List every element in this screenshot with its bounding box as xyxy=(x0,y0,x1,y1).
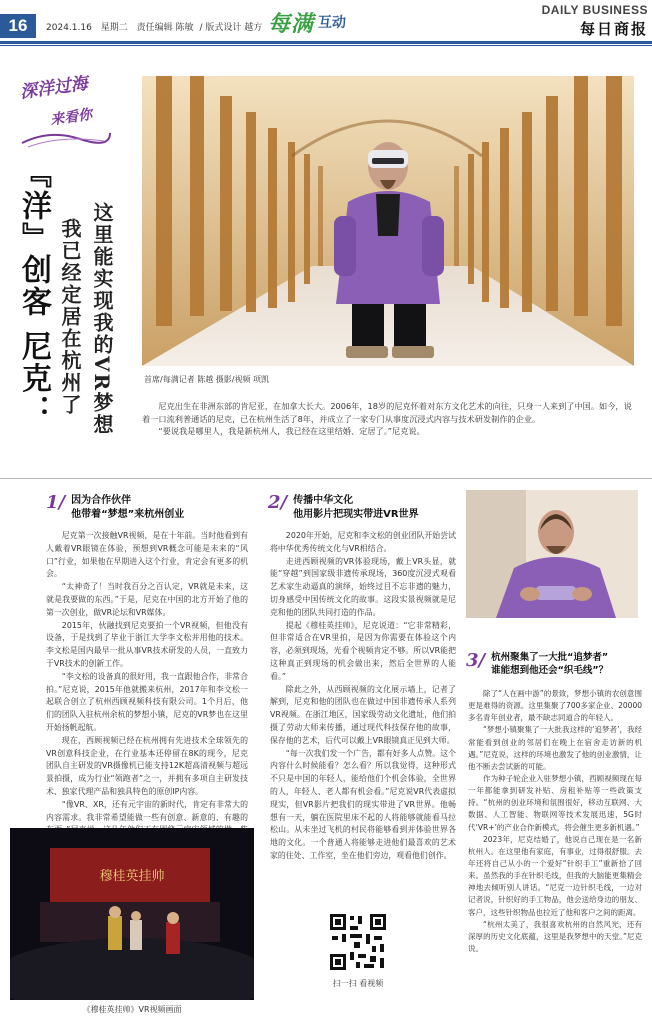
section-1-number: 1/ xyxy=(46,492,66,513)
paragraph: 2015年，伙融找到尼克要拍一个VR视频，但他没有设备，于是找到了毕业于浙江大学李文松并用他的技术。李文松是国内最早一批从事VR技术研发的人员，一直致力于VR技术的创新工作。 xyxy=(46,620,248,668)
section-divider xyxy=(0,478,652,479)
section-1-body xyxy=(46,530,248,850)
intro-paragraph: 尼克出生在非洲东部的肯尼亚，在加拿大长大。2006年，18岁的尼克怀着对东方文化艺术的向往，只身一人来到了中国。如今，说着一口流利普通话的尼克，已在杭州生活了8年，并成立了一家专门从事度沉浸式内容与技术研发制作的企业。 xyxy=(142,401,632,424)
qr-code[interactable] xyxy=(328,912,388,972)
hero-photo xyxy=(142,76,634,366)
header-meta: 2024.1.16 星期二 责任编辑 陈敏 / 版式设计 越方 xyxy=(46,23,263,33)
paragraph: 作为种子轮企业入驻梦想小镇，西顾视频现在每一年都能拿到研发补贴、房租补贴等一些政策支持。“杭州的创业环境和氛围很好，移动互联网、大数据、人工智能、物联网等技术发展迅速，5G时代‘VR+’的产业合作新模式，将会催生更多新机遇。” xyxy=(468,773,642,832)
paragraph: 除了“人在画中游”的景致，梦想小镇的农创意围更是难得的资源。这里集聚了700多家企业、20000多名青年创业者，最不缺志同道合的年轻人。 xyxy=(468,689,642,723)
paragraph: 尼克第一次接触VR视频，是在十年前。当时他看到有人戴着VR眼镜在体验，预想到VR概念可能是未来的“风口”行业，如果他在早期进入这个行业，肯定会有更多的机会。 xyxy=(46,531,248,579)
section-1-title xyxy=(46,494,184,521)
hero-caption: 首席/每满记者 陈越 摄影/视频 项凯 xyxy=(144,375,270,384)
editor-credit: 责任编辑 陈敏 xyxy=(136,23,194,33)
section-3-title xyxy=(466,652,608,678)
section-3-title-line2: 谁能想到他还会“织毛线”？ xyxy=(491,664,609,676)
paragraph: “梦想小镇聚集了一大批我这样的‘追梦者’，我经常能看到创业的邻居们在晚上在宿舍走访新的机遇。”尼克说，这样的环境也激发了他的创业激情，让他不断去尝试新的可能。 xyxy=(468,725,642,771)
paragraph: “太神奇了！当时我百分之百认定，VR就是未来，这就是我要做的东西。”于是，尼克在中国的北方开始了他的第一次创业，做VR论坛和VR媒体。 xyxy=(46,582,248,617)
stage-banner: 穆桂英挂帅 xyxy=(99,869,165,884)
header-rule xyxy=(0,41,652,44)
knitting-photo xyxy=(466,490,638,618)
paragraph: 2020年开始，尼克和李文松的创业团队开始尝试将中华优秀传统文化与VR相结合。 xyxy=(270,531,456,553)
paragraph: 除此之外，从西顾视频的文化展示墙上，记者了解到，尼克和他的团队也在做过中国非遗传承人系列VR视频。在浙江地区，国家级劳动文化遗址，他们拍摄了劳动大师来传播，通过现代科技保存他的故事，保存他的艺术，后代可以戴上VR眼镜真正见到大师。 xyxy=(270,684,456,745)
paragraph: 2023年，尼克结婚了，他说自己现在是一名新杭州人。在这里他有家庭，有事业，过得很舒服。去年还将自己从小的一个爱好“针织手工”重新拾了回来。虽然我的手在针织毛线，但我的大脑能更集精会神地去倾听别人讲话。“尼克一边针织毛线，一边对记者说，针织好的手工物品，他会送给身边的朋友、客户，这些针织物品也拉近了他和客户之间的距离。 xyxy=(468,834,642,917)
paragraph: “杭州太美了，我很喜欢杭州的自然风光，还有深厚的历史文化底蕴，这里是我梦想中的天堂。”尼克说。 xyxy=(468,919,642,953)
page-number: 16 xyxy=(0,14,36,38)
column-logo xyxy=(18,73,116,150)
section-1-title-line2: 他带着“梦想”来杭州创业 xyxy=(71,508,185,520)
issue-weekday: 星期二 xyxy=(100,23,128,33)
section-3-number: 3/ xyxy=(466,650,486,671)
section-3-title-line1: 杭州聚集了一大批“追梦者” xyxy=(491,652,609,663)
logo-suffix: 互动 xyxy=(318,15,347,31)
paragraph: 走进西顾视频的VR体验现场，戴上VR头显，就能“穿越”到国家级非遗传承现场，360度沉浸式观看艺术家生动逼真的演绎，始终过目不忘非遗的魅力，切身感受中国传统文化的故事。这段实景视频就是尼克和他的团队共同打造的作品。 xyxy=(270,556,456,617)
paragraph: 提起《穆桂英挂帅》，尼克说道：“它非常精彩，但非常适合在VR里拍，是因为你需要在体验这个内容，必须到现场，光看个视频肯定不够。所以VR能把这种真正到现场的机会做出来，然后全世界的人能看。” xyxy=(270,620,456,681)
section-logo xyxy=(268,2,346,42)
header-rule-thin xyxy=(0,45,652,46)
headline-main: 『洋』创客 尼克： xyxy=(16,158,51,427)
section-2-title-line2: 他用影片把现实带进VR世界 xyxy=(293,508,419,520)
issue-date: 2024.1.16 xyxy=(46,23,92,33)
headline-sub1: 这里能实现我的VR梦想 xyxy=(90,202,114,437)
column-logo-swash xyxy=(20,127,112,149)
section-3-body xyxy=(468,688,642,955)
opera-caption: 《穆桂英挂帅》VR视频画面 xyxy=(82,1005,182,1014)
paragraph: “李文松的设备真的很好用，我一直跟他合作，非常合拍。”尼克说，2015年他就搬来杭州，2017年和李文松一起联合创立了杭州西顾视频科技有限公司。1个月后，他们的团队入驻杭州余杭的梦想小镇，尼克的VR梦也在这里开始扬帆起航。 xyxy=(46,671,248,732)
section-1-title-line1: 因为合作伙伴 xyxy=(71,495,132,506)
opera-photo xyxy=(10,828,254,1000)
section-2-number: 2/ xyxy=(268,492,288,513)
section-2-title-line1: 传播中华文化 xyxy=(293,495,354,506)
paragraph: 现在，西顾视频已经在杭州拥有先进技术全球领先的VR创意科技企业，在行业基本还停留在8K的现今，尼克团队自主研发的VR摄像机已能支持12K超高清视频与超远景拍摄，成为行业“领跑者”之一，并拥有多项自主研发技术、独家代理产品和独具特色的原创IP内容。 xyxy=(46,735,248,796)
paragraph: “像VR、XR，还有元宇宙的新时代，肯定有非常大的内容需求。我非常希望能做一些有创意、新意的、有趣的 xyxy=(46,799,248,822)
qr-caption: 扫一扫 看视频 xyxy=(332,979,384,988)
paper-name-cn: 每日商报 xyxy=(579,20,648,38)
section-2-body xyxy=(270,530,456,863)
logo-art: 每满 xyxy=(268,10,315,37)
paragraph: “每一次我们发一个广告，都有好多人点赞。这个内容什么时候能看？怎么看？所以我觉得，这种形式不只是中国的年轻人，能给他们个机会体验，全世界的人，年轻人、老人都有机会看。”尼克说VR代表虚拟现实，但VR影片把我们的现实带进了VR世界。他畅想有一天，躺在医院里床不起的人将能够就能看马拉松山。从未坐过飞机的村民将能够看到并体验世界各地的文化。一个普通人将能够走进他们最喜欢的艺术家的住处、工作室，坐在他们旁边，观看他们创作。 xyxy=(270,748,456,860)
section-2-title xyxy=(268,494,419,521)
paper-name-en: DAILY BUSINESS xyxy=(541,3,648,17)
designer-credit: 版式设计 越方 xyxy=(205,23,263,33)
intro xyxy=(142,400,638,438)
column-logo-line1: 深洋过海 xyxy=(18,73,90,103)
intro-paragraph: “要说我是哪里人，我是新杭州人，我已经在这里结婚、定居了。”尼克说。 xyxy=(158,426,425,437)
column-logo-line2: 来看你 xyxy=(49,106,94,129)
headline-sub2: 我已经定居在杭州了 xyxy=(58,218,82,416)
